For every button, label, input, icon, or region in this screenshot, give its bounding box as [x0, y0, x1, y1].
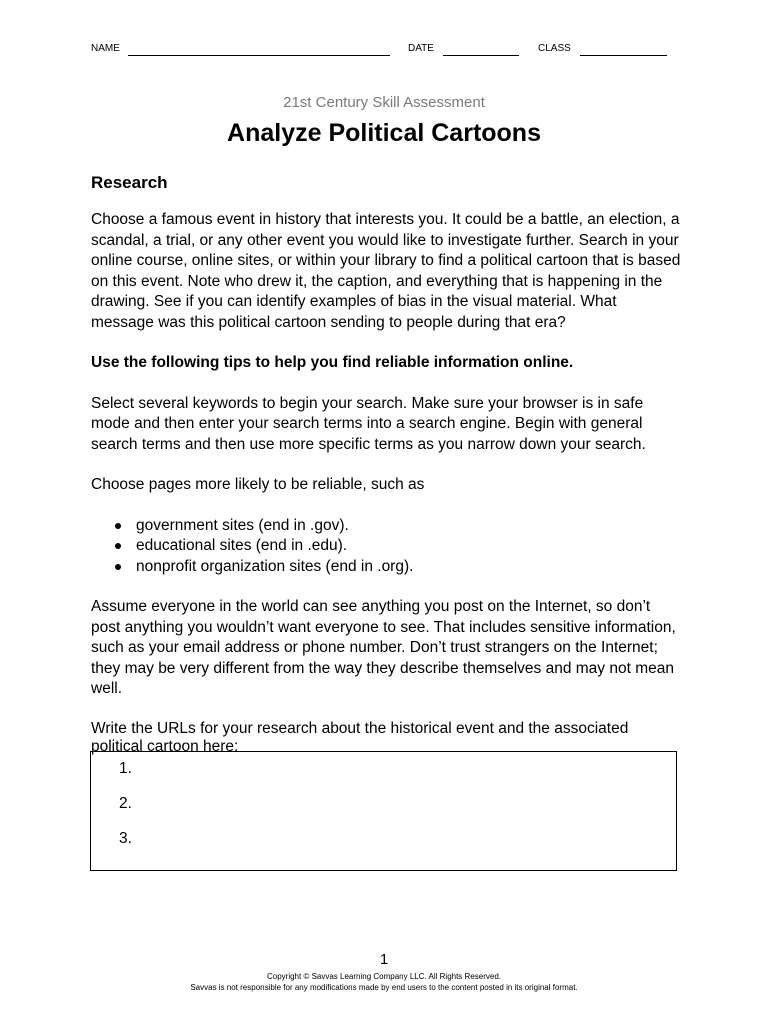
class-field-line[interactable] — [580, 55, 667, 56]
safety-paragraph: Assume everyone in the world can see anything you post on the Internet, so don’t post anything you wouldn’t want everyone to see. That includes sensitive information, such as your email address or phone number. Don’t trust strangers on the Internet; they may be very different from the way they describe themselves and may not mean well. — [91, 598, 676, 697]
research-section — [91, 172, 681, 756]
intro-paragraph: Choose a famous event in history that interests you. It could be a battle, an election, a scandal, a trial, or any other event you would like to investigate further. Search in your online course, online sites, or within your library to find a political cartoon that is based on this event. Note who drew it, the caption, and everything that is happening in the drawing. See if you can identify examples of bias in the visual material. What message was this political cartoon sending to people during that era? — [91, 211, 681, 331]
name-label: NAME — [91, 43, 120, 54]
url-answer-box[interactable] — [90, 751, 677, 871]
keywords-paragraph: Select several keywords to begin your search. Make sure your browser is in safe mode and then enter your search terms into a search engine. Begin with general search terms and then use more specific terms as you narrow down your search. — [91, 394, 646, 453]
name-field-line[interactable] — [128, 55, 390, 56]
header-fields — [91, 42, 671, 58]
section-heading: Research — [91, 173, 168, 192]
list-item: nonprofit organization sites (end in .org). — [91, 557, 681, 578]
copyright-text: Copyright © Savvas Learning Company LLC. All Rights Reserved. — [266, 972, 501, 981]
list-item: educational sites (end in .edu). — [91, 536, 681, 557]
pages-intro: Choose pages more likely to be reliable, such as — [91, 476, 425, 493]
url-item-3: 3. — [119, 830, 132, 847]
url-item-1: 1. — [119, 760, 132, 777]
page-subtitle: 21st Century Skill Assessment — [283, 94, 485, 111]
date-label: DATE — [408, 43, 434, 54]
tips-heading: Use the following tips to help you find reliable information online. — [91, 354, 574, 371]
url-item-2: 2. — [119, 795, 132, 812]
page-title: Analyze Political Cartoons — [227, 119, 541, 147]
copyright-notice — [0, 971, 768, 993]
reliable-sites-list — [91, 516, 681, 578]
list-item: government sites (end in .gov). — [91, 516, 681, 537]
disclaimer-text: Savvas is not responsible for any modifications made by end users to the content posted in its original format. — [190, 983, 578, 992]
date-field-line[interactable] — [443, 55, 519, 56]
page-number: 1 — [379, 951, 389, 968]
url-prompt: Write the URLs for your research about the historical event and the associated political cartoon here: — [91, 719, 629, 755]
class-label: CLASS — [538, 43, 571, 54]
